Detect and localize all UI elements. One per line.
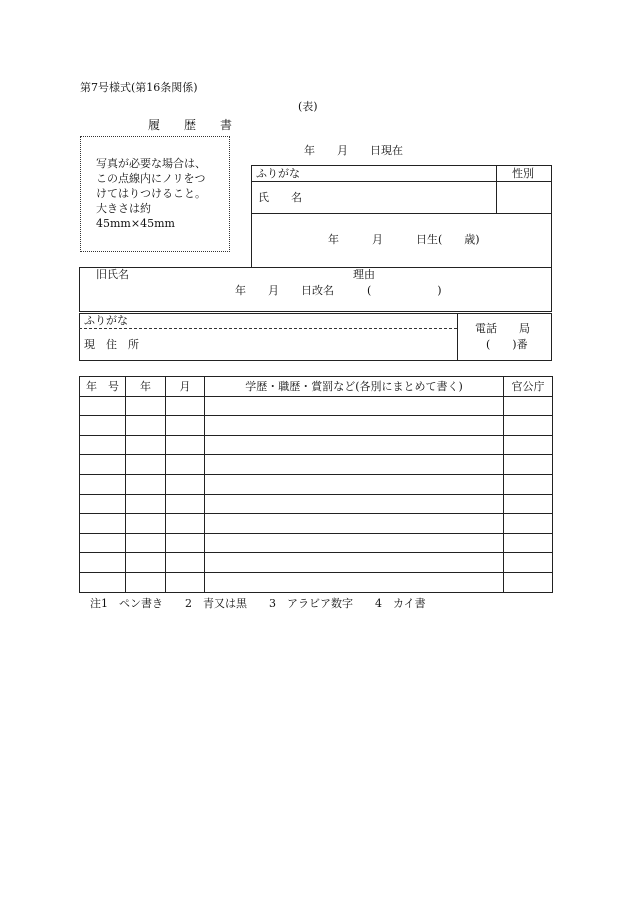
cell-era[interactable] bbox=[80, 572, 126, 592]
photo-instruction: 写真が必要な場合は、この点線内にノリをつけてはりつけること。大きさは約45mm×45mm bbox=[96, 157, 206, 230]
cell-year[interactable] bbox=[126, 455, 166, 475]
cell-year[interactable] bbox=[126, 474, 166, 494]
cell-month[interactable] bbox=[166, 396, 205, 416]
as-of-date: 年 月 日現在 bbox=[304, 144, 403, 157]
cell-month[interactable] bbox=[166, 474, 205, 494]
cell-history[interactable] bbox=[205, 553, 504, 573]
cell-era[interactable] bbox=[80, 533, 126, 553]
history-header-row bbox=[80, 377, 553, 397]
cell-era[interactable] bbox=[80, 514, 126, 534]
cell-year[interactable] bbox=[126, 494, 166, 514]
header-era: 年 号 bbox=[80, 377, 126, 397]
cell-office[interactable] bbox=[504, 416, 553, 436]
phone-label: 電話 局 bbox=[475, 322, 530, 335]
header-office: 官公庁 bbox=[504, 377, 553, 397]
cell-history[interactable] bbox=[205, 416, 504, 436]
cell-month[interactable] bbox=[166, 435, 205, 455]
cell-era[interactable] bbox=[80, 396, 126, 416]
cell-office[interactable] bbox=[504, 435, 553, 455]
cell-office[interactable] bbox=[504, 396, 553, 416]
former-name-label: 旧氏名 bbox=[96, 268, 129, 281]
cell-month[interactable] bbox=[166, 533, 205, 553]
header-history: 学歴・職歴・賞罰など(各別にまとめて書く) bbox=[205, 377, 504, 397]
cell-office[interactable] bbox=[504, 533, 553, 553]
address-label: 現 住 所 bbox=[84, 338, 139, 351]
cell-history[interactable] bbox=[205, 435, 504, 455]
address-furigana-label: ふりがな bbox=[84, 314, 128, 327]
cell-history[interactable] bbox=[205, 396, 504, 416]
name-label: 氏 名 bbox=[258, 191, 302, 204]
cell-era[interactable] bbox=[80, 455, 126, 475]
cell-era[interactable] bbox=[80, 494, 126, 514]
cell-era[interactable] bbox=[80, 553, 126, 573]
cell-office[interactable] bbox=[504, 553, 553, 573]
reason-label: 理由 bbox=[353, 268, 375, 281]
cell-year[interactable] bbox=[126, 435, 166, 455]
phone-number-label: ( )番 bbox=[486, 338, 528, 351]
birth-date-label: 年 月 日生( 歳) bbox=[328, 233, 480, 246]
cell-year[interactable] bbox=[126, 533, 166, 553]
cell-history[interactable] bbox=[205, 572, 504, 592]
name-change-date: 年 月 日改名 ( ) bbox=[235, 284, 442, 297]
cell-history[interactable] bbox=[205, 533, 504, 553]
cell-month[interactable] bbox=[166, 416, 205, 436]
cell-month[interactable] bbox=[166, 572, 205, 592]
form-side: (表) bbox=[298, 100, 318, 113]
table-row bbox=[80, 553, 553, 573]
cell-month[interactable] bbox=[166, 553, 205, 573]
cell-month[interactable] bbox=[166, 494, 205, 514]
cell-year[interactable] bbox=[126, 553, 166, 573]
header-month: 月 bbox=[166, 377, 205, 397]
table-row bbox=[80, 533, 553, 553]
header-year: 年 bbox=[126, 377, 166, 397]
cell-office[interactable] bbox=[504, 514, 553, 534]
cell-year[interactable] bbox=[126, 514, 166, 534]
table-row bbox=[80, 396, 553, 416]
cell-year[interactable] bbox=[126, 396, 166, 416]
table-row bbox=[80, 435, 553, 455]
form-number: 第7号様式(第16条関係) bbox=[80, 81, 198, 94]
cell-history[interactable] bbox=[205, 455, 504, 475]
cell-office[interactable] bbox=[504, 455, 553, 475]
cell-month[interactable] bbox=[166, 455, 205, 475]
cell-era[interactable] bbox=[80, 435, 126, 455]
table-row bbox=[80, 514, 553, 534]
table-row bbox=[80, 494, 553, 514]
cell-history[interactable] bbox=[205, 474, 504, 494]
cell-history[interactable] bbox=[205, 494, 504, 514]
table-row bbox=[80, 416, 553, 436]
gender-label: 性別 bbox=[512, 167, 534, 180]
footnotes: 注1 ペン書き 2 青又は黒 3 アラビア数字 4 カイ書 bbox=[90, 597, 426, 610]
cell-office[interactable] bbox=[504, 572, 553, 592]
history-table bbox=[79, 376, 553, 593]
cell-history[interactable] bbox=[205, 514, 504, 534]
table-row bbox=[80, 572, 553, 592]
cell-office[interactable] bbox=[504, 494, 553, 514]
cell-office[interactable] bbox=[504, 474, 553, 494]
name-furigana-label: ふりがな bbox=[256, 167, 300, 180]
cell-era[interactable] bbox=[80, 474, 126, 494]
table-row bbox=[80, 474, 553, 494]
cell-year[interactable] bbox=[126, 572, 166, 592]
cell-month[interactable] bbox=[166, 514, 205, 534]
document-title: 履 歴 書 bbox=[148, 118, 233, 132]
cell-era[interactable] bbox=[80, 416, 126, 436]
table-row bbox=[80, 455, 553, 475]
address-box bbox=[79, 313, 552, 361]
cell-year[interactable] bbox=[126, 416, 166, 436]
